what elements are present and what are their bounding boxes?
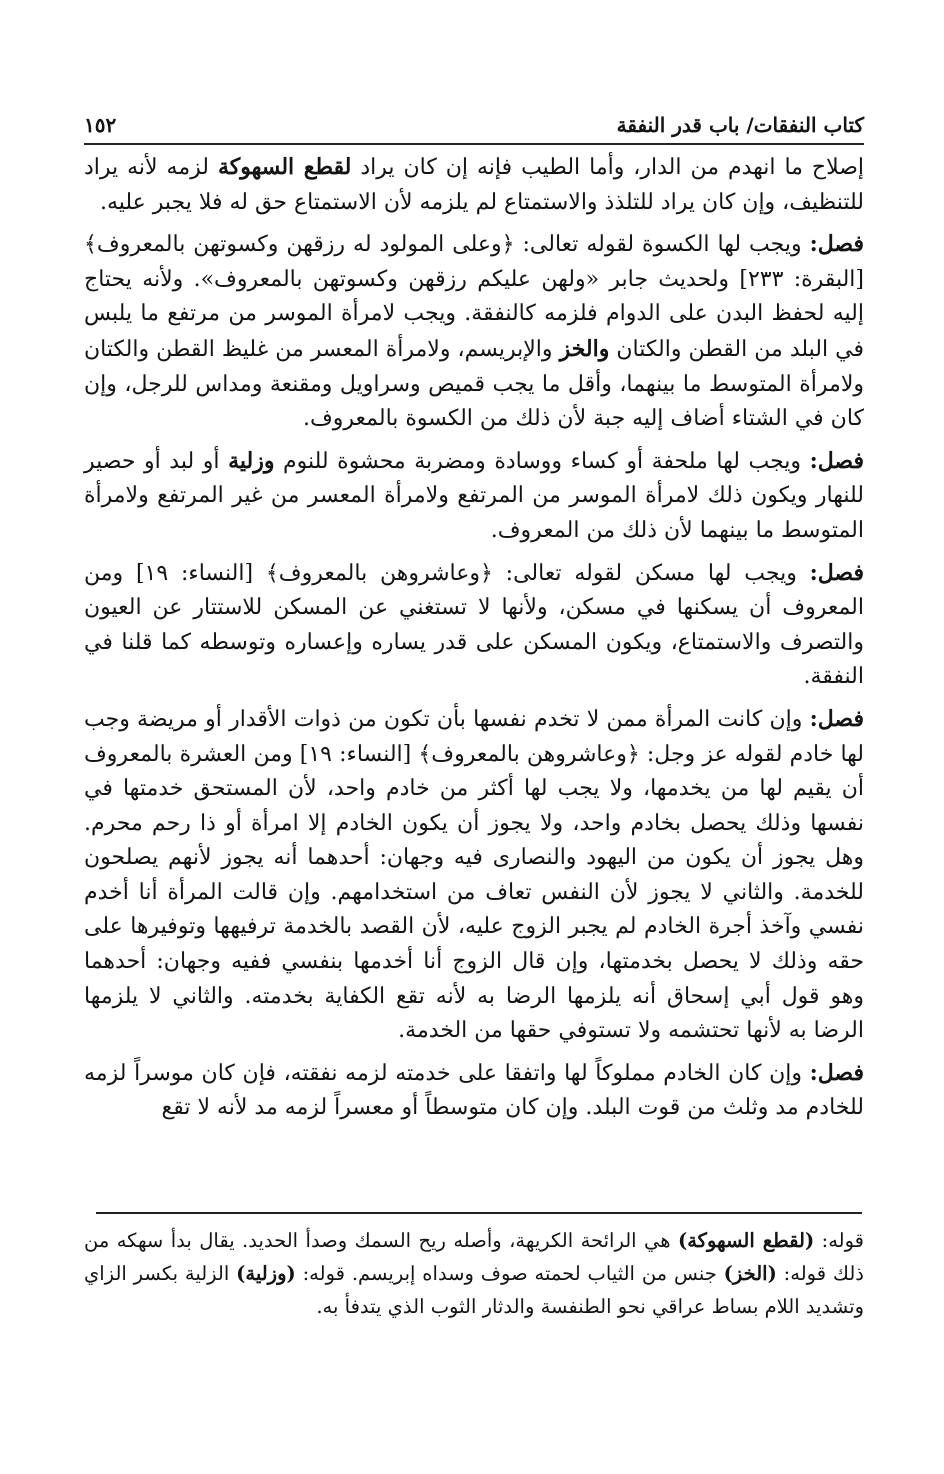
bold-term: والخز bbox=[559, 335, 610, 362]
bold-term: وزلية bbox=[228, 447, 275, 474]
page-number: ١٥٢ bbox=[84, 113, 117, 137]
section-label: فصل: bbox=[809, 705, 864, 732]
paragraph: فصل: ويجب لها الكسوة لقوله تعالى: ﴿وعلى المولود له رزقهن وكسوتهن بالمعروف﴾ [البقرة: ٢٣٣] ولحديث جابر «ولهن عليكم رزقهن وكسوتهن بالمعروف». ولأنه يحتاج إليه لحفظ البدن على الدوام فلزمه كالنفقة. ويجب لامرأة الموسر من مرتفع ما يلبس في البلد من القطن والكتان والخز والإبريسم، ولامرأة المعسر من غليظ القطن والكتان ولامرأة المتوسط ما بينهما، وأقل ما يجب قميص وسراويل ومقنعة ومداس للرجل، وإن كان في الشتاء أضاف إليه جبة لأن ذلك من الكسوة بالمعروف. bbox=[84, 231, 864, 432]
running-title: كتاب النفقات/ باب قدر النفقة bbox=[616, 113, 864, 137]
bold-term: (وزلية) bbox=[236, 1262, 296, 1285]
paragraph: فصل: وإن كان الخادم مملوكاً لها واتفقا على خدمته لزمه نفقته، فإن كان موسراً لزمه للخادم مد وثلث من قوت البلد. وإن كان متوسطاً أو معسراً لزمه مد لأنه لا تقع bbox=[84, 1059, 865, 1121]
paragraph: فصل: وإن كانت المرأة ممن لا تخدم نفسها بأن تكون من ذوات الأقدار أو مريضة وجب لها خادم لقوله عز وجل: ﴿وعاشروهن بالمعروف﴾ [النساء: ١٩] ومن العشرة بالمعروف أن يقيم لها من يخدمها، ولا يجب لها أكثر من خادم واحد، لأن المستحق خدمتها في نفسها وذلك يحصل بخادم واحد، ولا يجوز أن يكون الخادم إلا امرأة أو ذا رحم محرم. وهل يجوز أن يكون من اليهود والنصارى فيه وجهان: أحدهما أنه يجوز لأنهم يصلحون للخدمة. والثاني لا يجوز لأن النفس تعاف من استخدامهم. وإن قالت المرأة أنا أخدم نفسي وآخذ أجرة الخادم لم يجبر الزوج عليه، لأن القصد بالخدمة ترفيهها وتوفيرها على حقه وذلك لا يحصل بخدمتها، وإن قال الزوج أنا أخدمها بنفسي ففيه وجهان: أحدهما وهو قول أبي إسحاق أنه يلزمها الرضا به لأنه تقع الكفاية بخدمته. والثاني لا يلزمها الرضا به لأنها تحتشمه ولا تستوفي حقها من الخدمة. bbox=[84, 705, 864, 1044]
main-text bbox=[84, 150, 864, 1133]
footnote: قوله: (لقطع السهوكة) هي الرائحة الكريهة، وأصله ريح السمك وصدأ الحديد. يقال بدأ سهكه من ذلك قوله: (الخز) جنس من الثياب لحمته صوف وسداه إبريسم. قوله: (وزلية) الزلية بكسر الزاي وتشديد اللام بساط عراقي نحو الطنفسة والدثار الثوب الذي يتدفأ به. bbox=[84, 1229, 864, 1318]
section-label: فصل: bbox=[809, 559, 864, 586]
paragraph: فصل: ويجب لها ملحفة أو كساء ووسادة ومضربة محشوة للنوم وزلية أو لبد أو حصير للنهار ويكون ذلك لامرأة الموسر من المرتفع ولامرأة المعسر من غير المرتفع ولامرأة المتوسط ما بينهما لأن ذلك من المعروف. bbox=[84, 447, 864, 543]
page-header bbox=[84, 103, 864, 137]
footnote-rule bbox=[96, 1212, 862, 1214]
header-rule bbox=[84, 143, 864, 145]
bold-term: (لقطع السهوكة) bbox=[677, 1229, 815, 1252]
bold-term: (الخز) bbox=[723, 1262, 777, 1285]
bold-term: لقطع السهوكة bbox=[217, 154, 352, 180]
paragraph: فصل: ويجب لها مسكن لقوله تعالى: ﴿وعاشروهن بالمعروف﴾ [النساء: ١٩] ومن المعروف أن يسكنها في مسكن، ولأنها لا تستغني عن المسكن للاستتار عن العيون والتصرف والاستمتاع، ويكون المسكن على قدر يساره وإعساره وتوسطه كما قلنا في النفقة. bbox=[84, 559, 864, 690]
section-label: فصل: bbox=[809, 231, 864, 258]
section-label: فصل: bbox=[809, 447, 864, 474]
section-label: فصل: bbox=[809, 1059, 865, 1086]
paragraph: إصلاح ما انهدم من الدار، وأما الطيب فإنه إن كان يراد لقطع السهوكة لزمه لأنه يراد للتنظيف، وإن كان يراد للتلذذ والاستمتاع لم يلزمه لأن الاستمتاع حق له فلا يجبر عليه. bbox=[84, 154, 865, 215]
